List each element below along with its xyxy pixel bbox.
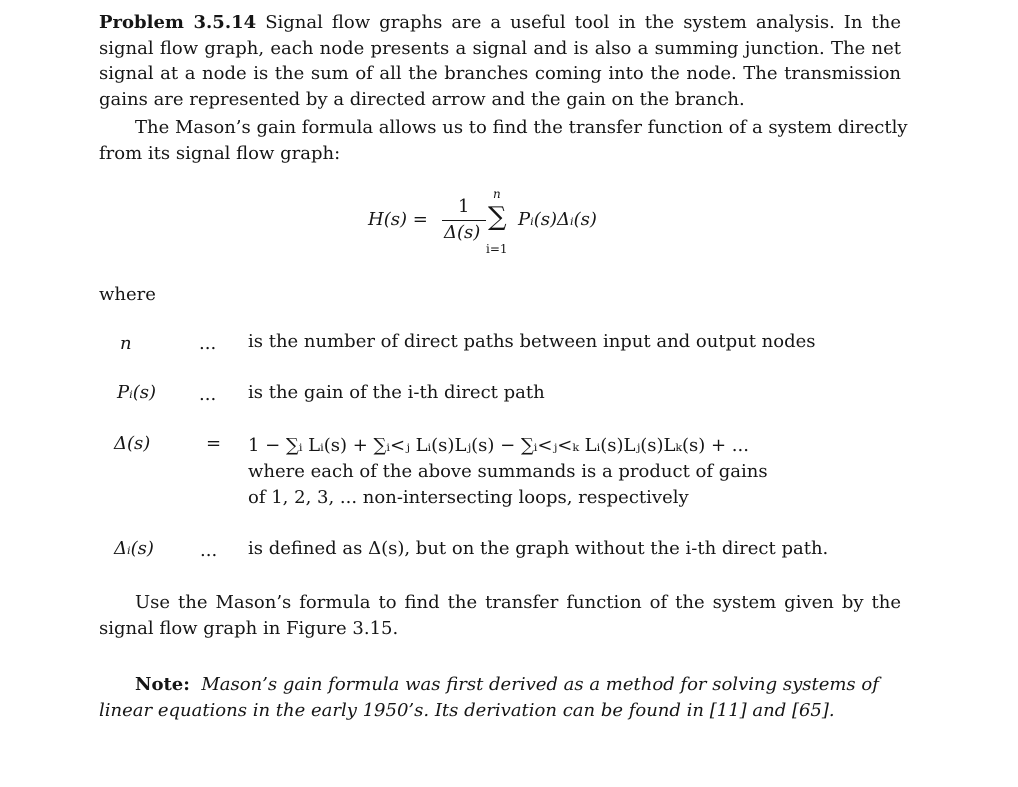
task-paragraph xyxy=(99,590,901,641)
def-pi-separator: ... xyxy=(199,384,217,405)
delta-explanation-1: where each of the above summands is a product of gains xyxy=(248,461,768,482)
problem-heading: Problem 3.5.14 xyxy=(99,12,257,33)
formula-summand: Pᵢ(s)Δᵢ(s) xyxy=(518,209,597,230)
formula-numerator: 1 xyxy=(458,196,470,217)
sum-lower-limit: i=1 xyxy=(486,242,508,256)
problem-line-1: Problem 3.5.14 Signal flow graphs are a useful tool in the system analysis. In the xyxy=(99,12,902,33)
note-paragraph xyxy=(99,672,901,723)
task-line-2: signal flow graph in Figure 3.15. xyxy=(99,617,399,639)
def-delta-i-separator: ... xyxy=(200,540,218,561)
def-delta-equals: = xyxy=(206,433,222,454)
mason-intro-line-2: from its signal flow graph: xyxy=(99,142,341,164)
sigma-symbol: ∑ xyxy=(488,202,507,232)
def-delta-i-symbol: Δᵢ(s) xyxy=(114,538,154,559)
problem-line-3: signal at a node is the sum of all the branches coming into the node. The transmission xyxy=(99,63,901,84)
problem-line-4: gains are represented by a directed arrow and the gain on the branch. xyxy=(99,88,745,110)
formula-lhs: H(s) = xyxy=(368,209,428,230)
note-label: Note: xyxy=(135,674,190,695)
def-pi-text: is the gain of the i-th direct path xyxy=(248,382,545,403)
formula-denominator: Δ(s) xyxy=(444,222,481,243)
mason-intro-paragraph xyxy=(99,115,908,166)
mason-intro-line-1: The Mason’s gain formula allows us to find the transfer function of a system directly xyxy=(135,117,908,138)
fraction-bar xyxy=(442,220,486,221)
def-delta-i-text: is defined as Δ(s), but on the graph without the i-th direct path. xyxy=(248,538,829,559)
def-n-symbol: n xyxy=(120,333,132,354)
problem-line-2: signal flow graph, each node presents a signal and is also a summing junction. The net xyxy=(99,37,901,59)
def-n-text: is the number of direct paths between input and output nodes xyxy=(248,331,816,352)
problem-paragraph xyxy=(99,10,901,112)
mason-gain-formula xyxy=(368,187,668,270)
def-delta-symbol: Δ(s) xyxy=(114,433,151,454)
def-n-separator: ... xyxy=(199,333,217,354)
def-pi-symbol: Pᵢ(s) xyxy=(117,382,157,403)
delta-explanation-2: of 1, 2, 3, ... non-intersecting loops, respectively xyxy=(248,487,689,508)
where-label: where xyxy=(99,284,156,305)
def-delta-text xyxy=(248,433,768,511)
note-line-2: linear equations in the early 1950’s. Its derivation can be found in [11] and [65]. xyxy=(99,699,835,721)
note-line-1: Note: Mason’s gain formula was first derived as a method for solving systems of xyxy=(135,674,879,695)
delta-expansion: 1 − ∑ᵢ Lᵢ(s) + ∑ᵢ<ⱼ Lᵢ(s)Lⱼ(s) − ∑ᵢ<ⱼ<ₖ Lᵢ(s)Lⱼ(s)Lₖ(s) + ... xyxy=(248,435,749,456)
sum-upper-limit: n xyxy=(493,187,501,201)
task-line-1: Use the Mason’s formula to find the transfer function of the system given by the xyxy=(135,592,901,613)
